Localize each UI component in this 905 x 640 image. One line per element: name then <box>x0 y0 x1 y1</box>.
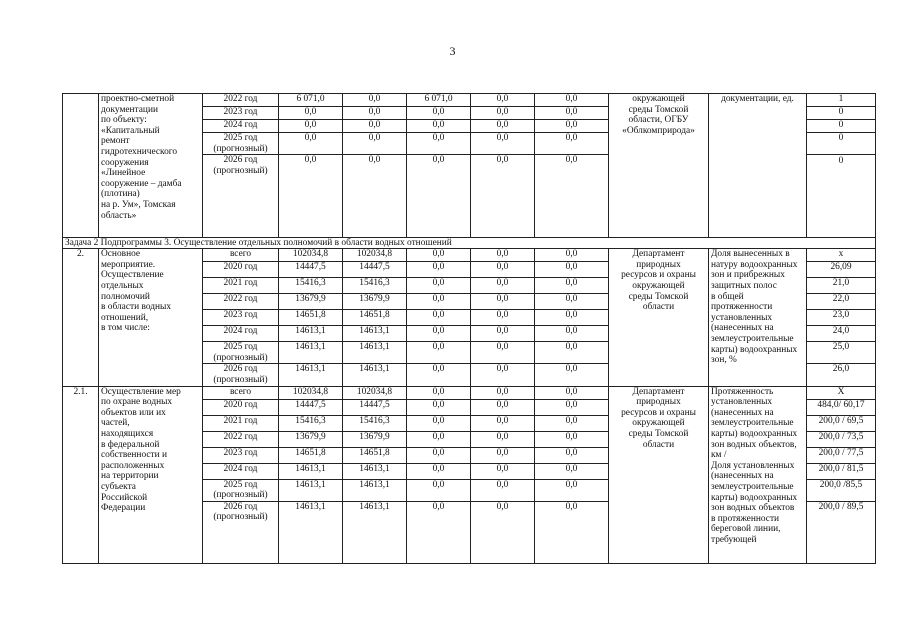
local-cell: 0,0 <box>471 278 535 294</box>
year-cell: 2021 год <box>203 278 279 294</box>
row-number-cell: 2. <box>63 249 99 386</box>
other-cell: 0,0 <box>535 120 609 133</box>
regional-cell: 0,0 <box>407 133 471 155</box>
task-row <box>63 238 876 249</box>
federal-cell: 14651,8 <box>343 310 407 326</box>
regional-cell: 0,0 <box>407 107 471 120</box>
regional-cell: 0,0 <box>407 310 471 326</box>
other-cell: 0,0 <box>535 155 609 238</box>
federal-cell: 14613,1 <box>343 479 407 501</box>
local-cell: 0,0 <box>471 120 535 133</box>
other-cell: 0,0 <box>535 463 609 479</box>
table-row <box>63 249 876 262</box>
other-cell: 0,0 <box>535 294 609 310</box>
indicator-value-cell: 0 <box>807 155 876 238</box>
regional-cell: 0,0 <box>407 415 471 431</box>
indicator-value-cell: 23,0 <box>807 310 876 326</box>
total-cell: 13679,9 <box>279 431 343 447</box>
other-cell: 0,0 <box>535 133 609 155</box>
local-cell: 0,0 <box>471 294 535 310</box>
regional-cell: 0,0 <box>407 447 471 463</box>
total-cell: 0,0 <box>279 107 343 120</box>
regional-cell: 0,0 <box>407 120 471 133</box>
other-cell: 0,0 <box>535 249 609 262</box>
year-cell: 2026 год (прогнозный) <box>203 155 279 238</box>
indicator-value-cell: 1 <box>807 94 876 107</box>
other-cell: 0,0 <box>535 107 609 120</box>
total-cell: 14447,5 <box>279 262 343 278</box>
local-cell: 0,0 <box>471 479 535 501</box>
row-number-cell <box>63 94 99 238</box>
year-cell: 2020 год <box>203 262 279 278</box>
federal-cell: 102034,8 <box>343 249 407 262</box>
indicator-cell: Протяженность установленных (нанесенных на землеустроительные карты) водоохранных зон водных объектов, км / Доля установленных (нанесенных на землеустроительные карты) водоохранных зон водных объектов в протяженности береговой линии, требующей <box>709 386 807 563</box>
other-cell: 0,0 <box>535 399 609 415</box>
year-cell: 2022 год <box>203 431 279 447</box>
federal-cell: 102034,8 <box>343 386 407 399</box>
regional-cell: 0,0 <box>407 431 471 447</box>
year-cell: всего <box>203 386 279 399</box>
federal-cell: 0,0 <box>343 94 407 107</box>
program-table <box>62 93 876 564</box>
total-cell: 15416,3 <box>279 278 343 294</box>
total-cell: 15416,3 <box>279 415 343 431</box>
total-cell: 14613,1 <box>279 463 343 479</box>
year-cell: 2025 год (прогнозный) <box>203 342 279 364</box>
activity-name-cell: Основное мероприятие. Осуществление отдельных полномочий в области водных отношений, в том числе: <box>99 249 203 386</box>
federal-cell: 14651,8 <box>343 447 407 463</box>
federal-cell: 13679,9 <box>343 294 407 310</box>
activity-name-cell: проектно-сметной документации по объекту: «Капитальный ремонт гидротехнического сооружения «Линейное сооружение – дамба (плотина) на р. Ум», Томская область» <box>99 94 203 238</box>
local-cell: 0,0 <box>471 155 535 238</box>
federal-cell: 14447,5 <box>343 262 407 278</box>
federal-cell: 15416,3 <box>343 278 407 294</box>
regional-cell: 0,0 <box>407 294 471 310</box>
year-cell: 2022 год <box>203 94 279 107</box>
federal-cell: 15416,3 <box>343 415 407 431</box>
total-cell: 0,0 <box>279 133 343 155</box>
regional-cell: 0,0 <box>407 463 471 479</box>
year-cell: 2023 год <box>203 447 279 463</box>
executor-cell: окружающей среды Томской области, ОГБУ «Облкомприрода» <box>609 94 709 238</box>
local-cell: 0,0 <box>471 310 535 326</box>
federal-cell: 14613,1 <box>343 501 407 563</box>
year-cell: 2023 год <box>203 107 279 120</box>
indicator-cell: Доля вынесенных в натуру водоохранных зон и прибрежных защитных полос в общей протяженности установленных (нанесенных на землеустроительные карты) водоохранных зон, % <box>709 249 807 386</box>
total-cell: 14613,1 <box>279 342 343 364</box>
year-cell: 2024 год <box>203 463 279 479</box>
regional-cell: 6 071,0 <box>407 94 471 107</box>
row-number-cell: 2.1. <box>63 386 99 563</box>
year-cell: 2025 год (прогнозный) <box>203 479 279 501</box>
indicator-value-cell: Х <box>807 386 876 399</box>
total-cell: 14613,1 <box>279 326 343 342</box>
activity-name-cell: Осуществление мер по охране водных объектов или их частей, находящихся в федеральной собственности и расположенных на территории субъекта Российской Федерации <box>99 386 203 563</box>
local-cell: 0,0 <box>471 262 535 278</box>
total-cell: 14651,8 <box>279 447 343 463</box>
other-cell: 0,0 <box>535 342 609 364</box>
local-cell: 0,0 <box>471 326 535 342</box>
federal-cell: 14613,1 <box>343 342 407 364</box>
other-cell: 0,0 <box>535 310 609 326</box>
regional-cell: 0,0 <box>407 262 471 278</box>
federal-cell: 14447,5 <box>343 399 407 415</box>
indicator-value-cell: 22,0 <box>807 294 876 310</box>
total-cell: 14613,1 <box>279 501 343 563</box>
total-cell: 0,0 <box>279 155 343 238</box>
indicator-value-cell: 0 <box>807 107 876 120</box>
year-cell: 2025 год (прогнозный) <box>203 133 279 155</box>
year-cell: всего <box>203 249 279 262</box>
year-cell: 2024 год <box>203 120 279 133</box>
federal-cell: 0,0 <box>343 107 407 120</box>
federal-cell: 14613,1 <box>343 326 407 342</box>
other-cell: 0,0 <box>535 262 609 278</box>
task-title: Задача 2 Подпрограммы 3. Осуществление отдельных полномочий в области водных отношений <box>63 238 876 249</box>
regional-cell: 0,0 <box>407 326 471 342</box>
page-number: 3 <box>449 44 456 58</box>
federal-cell: 0,0 <box>343 120 407 133</box>
local-cell: 0,0 <box>471 463 535 479</box>
other-cell: 0,0 <box>535 501 609 563</box>
other-cell: 0,0 <box>535 94 609 107</box>
indicator-value-cell: 200,0 /85,5 <box>807 479 876 501</box>
local-cell: 0,0 <box>471 431 535 447</box>
other-cell: 0,0 <box>535 415 609 431</box>
indicator-cell: документации, ед. <box>709 94 807 238</box>
total-cell: 14651,8 <box>279 310 343 326</box>
total-cell: 14447,5 <box>279 399 343 415</box>
local-cell: 0,0 <box>471 386 535 399</box>
year-cell: 2020 год <box>203 399 279 415</box>
year-cell: 2023 год <box>203 310 279 326</box>
indicator-value-cell: 200,0 / 73,5 <box>807 431 876 447</box>
total-cell: 0,0 <box>279 120 343 133</box>
regional-cell: 0,0 <box>407 399 471 415</box>
local-cell: 0,0 <box>471 447 535 463</box>
table-row <box>63 386 876 399</box>
local-cell: 0,0 <box>471 342 535 364</box>
executor-cell: Департамент природных ресурсов и охраны окружающей среды Томской области <box>609 249 709 386</box>
other-cell: 0,0 <box>535 479 609 501</box>
regional-cell: 0,0 <box>407 386 471 399</box>
local-cell: 0,0 <box>471 249 535 262</box>
regional-cell: 0,0 <box>407 479 471 501</box>
local-cell: 0,0 <box>471 415 535 431</box>
indicator-value-cell: 21,0 <box>807 278 876 294</box>
indicator-value-cell: 24,0 <box>807 326 876 342</box>
local-cell: 0,0 <box>471 107 535 120</box>
indicator-value-cell: 26,09 <box>807 262 876 278</box>
federal-cell: 0,0 <box>343 133 407 155</box>
executor-cell: Департамент природных ресурсов и охраны окружающей среды Томской области <box>609 386 709 563</box>
local-cell: 0,0 <box>471 501 535 563</box>
year-cell: 2026 год (прогнозный) <box>203 364 279 386</box>
regional-cell: 0,0 <box>407 501 471 563</box>
total-cell: 14613,1 <box>279 479 343 501</box>
total-cell: 6 071,0 <box>279 94 343 107</box>
other-cell: 0,0 <box>535 364 609 386</box>
total-cell: 13679,9 <box>279 294 343 310</box>
regional-cell: 0,0 <box>407 155 471 238</box>
other-cell: 0,0 <box>535 447 609 463</box>
indicator-value-cell: 200,0 / 81,5 <box>807 463 876 479</box>
other-cell: 0,0 <box>535 431 609 447</box>
local-cell: 0,0 <box>471 133 535 155</box>
year-cell: 2022 год <box>203 294 279 310</box>
local-cell: 0,0 <box>471 364 535 386</box>
regional-cell: 0,0 <box>407 278 471 294</box>
indicator-value-cell: 200,0 / 69,5 <box>807 415 876 431</box>
total-cell: 14613,1 <box>279 364 343 386</box>
year-cell: 2021 год <box>203 415 279 431</box>
indicator-value-cell: 26,0 <box>807 364 876 386</box>
year-cell: 2026 год (прогнозный) <box>203 501 279 563</box>
indicator-value-cell: 0 <box>807 133 876 155</box>
indicator-value-cell: 484,0/ 60,17 <box>807 399 876 415</box>
regional-cell: 0,0 <box>407 249 471 262</box>
indicator-value-cell: 200,0 / 89,5 <box>807 501 876 563</box>
other-cell: 0,0 <box>535 326 609 342</box>
total-cell: 102034,8 <box>279 249 343 262</box>
federal-cell: 13679,9 <box>343 431 407 447</box>
table-row <box>63 94 876 107</box>
total-cell: 102034,8 <box>279 386 343 399</box>
regional-cell: 0,0 <box>407 342 471 364</box>
federal-cell: 14613,1 <box>343 364 407 386</box>
indicator-value-cell: х <box>807 249 876 262</box>
indicator-value-cell: 25,0 <box>807 342 876 364</box>
regional-cell: 0,0 <box>407 364 471 386</box>
federal-cell: 14613,1 <box>343 463 407 479</box>
other-cell: 0,0 <box>535 278 609 294</box>
local-cell: 0,0 <box>471 399 535 415</box>
other-cell: 0,0 <box>535 386 609 399</box>
indicator-value-cell: 200,0 / 77,5 <box>807 447 876 463</box>
year-cell: 2024 год <box>203 326 279 342</box>
local-cell: 0,0 <box>471 94 535 107</box>
indicator-value-cell: 0 <box>807 120 876 133</box>
federal-cell: 0,0 <box>343 155 407 238</box>
